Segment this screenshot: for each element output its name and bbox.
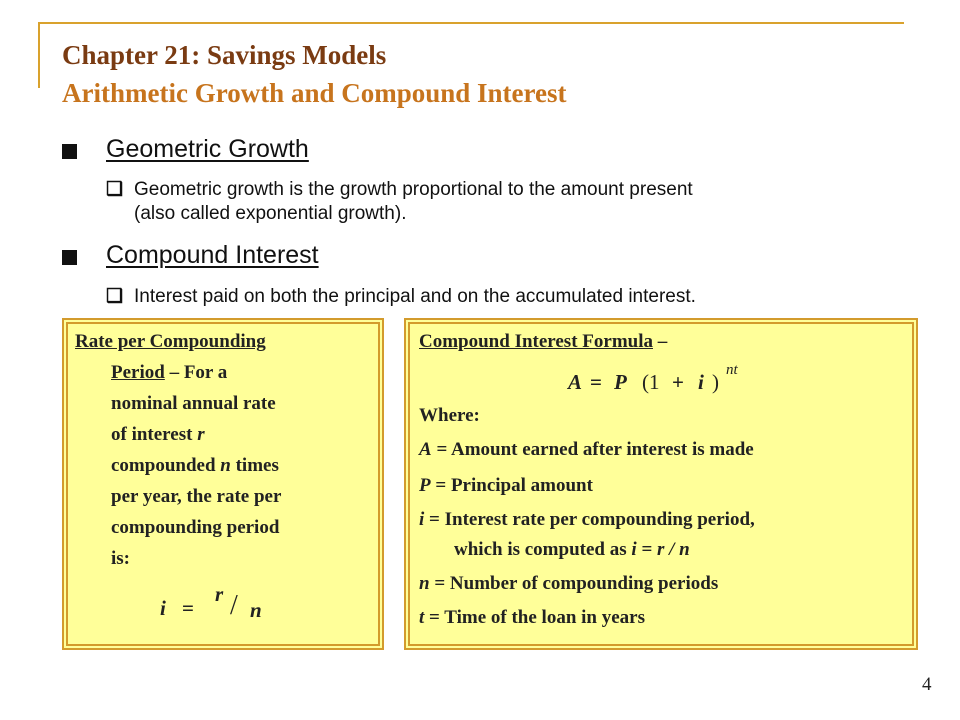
checkbox-bullet-icon: ❑: [106, 286, 124, 307]
def-eq: =: [431, 439, 451, 460]
corner-decoration-horizontal: [38, 22, 904, 24]
formula-paren-open: (1: [642, 370, 660, 394]
rate-term-2: Period: [111, 362, 165, 383]
compound-formula-title: [419, 330, 667, 354]
rate-term-line: [75, 330, 266, 354]
formula-plus: +: [672, 370, 684, 394]
def-var: n: [419, 573, 430, 594]
geometric-growth-line-2: (also called exponential growth).: [134, 203, 407, 224]
formula-var-A: A: [568, 370, 583, 394]
slide-title: Chapter 21: Savings Models: [62, 40, 387, 70]
geometric-growth-text: [134, 178, 934, 226]
slide-subtitle: Arithmetic Growth and Compound Interest: [62, 78, 567, 108]
def-var: t: [419, 607, 425, 628]
formula-paren-close: ): [712, 370, 719, 394]
section-bullet-icon: [62, 144, 77, 159]
rate-line-5: per year, the rate per: [111, 486, 282, 507]
def-eq: =: [429, 573, 450, 594]
def-eq: =: [424, 607, 445, 628]
definition-t: [419, 606, 645, 630]
formula-var-n: n: [250, 598, 262, 622]
rate-var-r: r: [197, 424, 205, 445]
formula-var-P: P: [614, 370, 627, 394]
rate-line-3-text: of interest: [111, 424, 198, 445]
rate-line-2: nominal annual rate: [111, 393, 276, 414]
definition-i-continued: [454, 538, 690, 562]
compound-title-dash: –: [653, 331, 668, 352]
definition-A: [419, 438, 754, 462]
definition-n: [419, 572, 718, 596]
rate-line-4-text: compounded: [111, 455, 221, 476]
rate-line-7: is:: [111, 548, 130, 569]
definition-i: [419, 508, 755, 532]
compound-formula: [568, 362, 788, 402]
def-eq: =: [424, 509, 445, 530]
rate-line-4-end: times: [230, 455, 279, 476]
rate-line-6: compounding period: [111, 517, 280, 538]
rate-line-1-rest: – For a: [164, 362, 228, 383]
rate-term: Rate per Compounding: [75, 331, 266, 352]
corner-decoration-vertical: [38, 22, 40, 88]
def-eq: =: [430, 475, 451, 496]
formula-eq: =: [590, 370, 602, 394]
definition-P: [419, 474, 593, 498]
rate-formula: [160, 580, 340, 630]
def-text: Principal amount: [450, 475, 593, 496]
rate-line-1: [111, 361, 227, 385]
section-heading-geometric-growth: Geometric Growth: [106, 135, 309, 163]
formula-var-i: i: [698, 370, 704, 394]
def-text: Number of compounding periods: [449, 573, 719, 594]
rate-var-n: n: [220, 455, 231, 476]
where-label: Where:: [419, 405, 480, 426]
def-text: Interest rate per compounding period,: [444, 509, 755, 530]
formula-exponent: nt: [726, 362, 738, 378]
geometric-growth-line-1: Geometric growth is the growth proportional to the amount present: [134, 179, 693, 200]
rate-line-3: [111, 423, 205, 447]
rate-line-4: [111, 454, 279, 478]
def-i-cont-text: which is computed as: [454, 539, 632, 560]
def-var: A: [419, 439, 432, 460]
def-var: P: [419, 475, 431, 496]
formula-equals: =: [182, 596, 194, 620]
formula-slash: /: [230, 590, 238, 621]
checkbox-bullet-icon: ❑: [106, 179, 124, 200]
def-i-cont-formula: i = r / n: [631, 539, 690, 560]
compound-title-text: Compound Interest Formula: [419, 331, 653, 352]
formula-var-r: r: [215, 582, 224, 606]
def-text: Amount earned after interest is made: [450, 439, 754, 460]
section-heading-compound-interest: Compound Interest: [106, 241, 319, 269]
def-text: Time of the loan in years: [444, 607, 645, 628]
formula-var-i: i: [160, 596, 166, 620]
def-var: i: [419, 509, 425, 530]
section-bullet-icon: [62, 250, 77, 265]
page-number: 4: [922, 674, 932, 695]
compound-interest-text: Interest paid on both the principal and on the accumulated interest.: [134, 286, 696, 307]
